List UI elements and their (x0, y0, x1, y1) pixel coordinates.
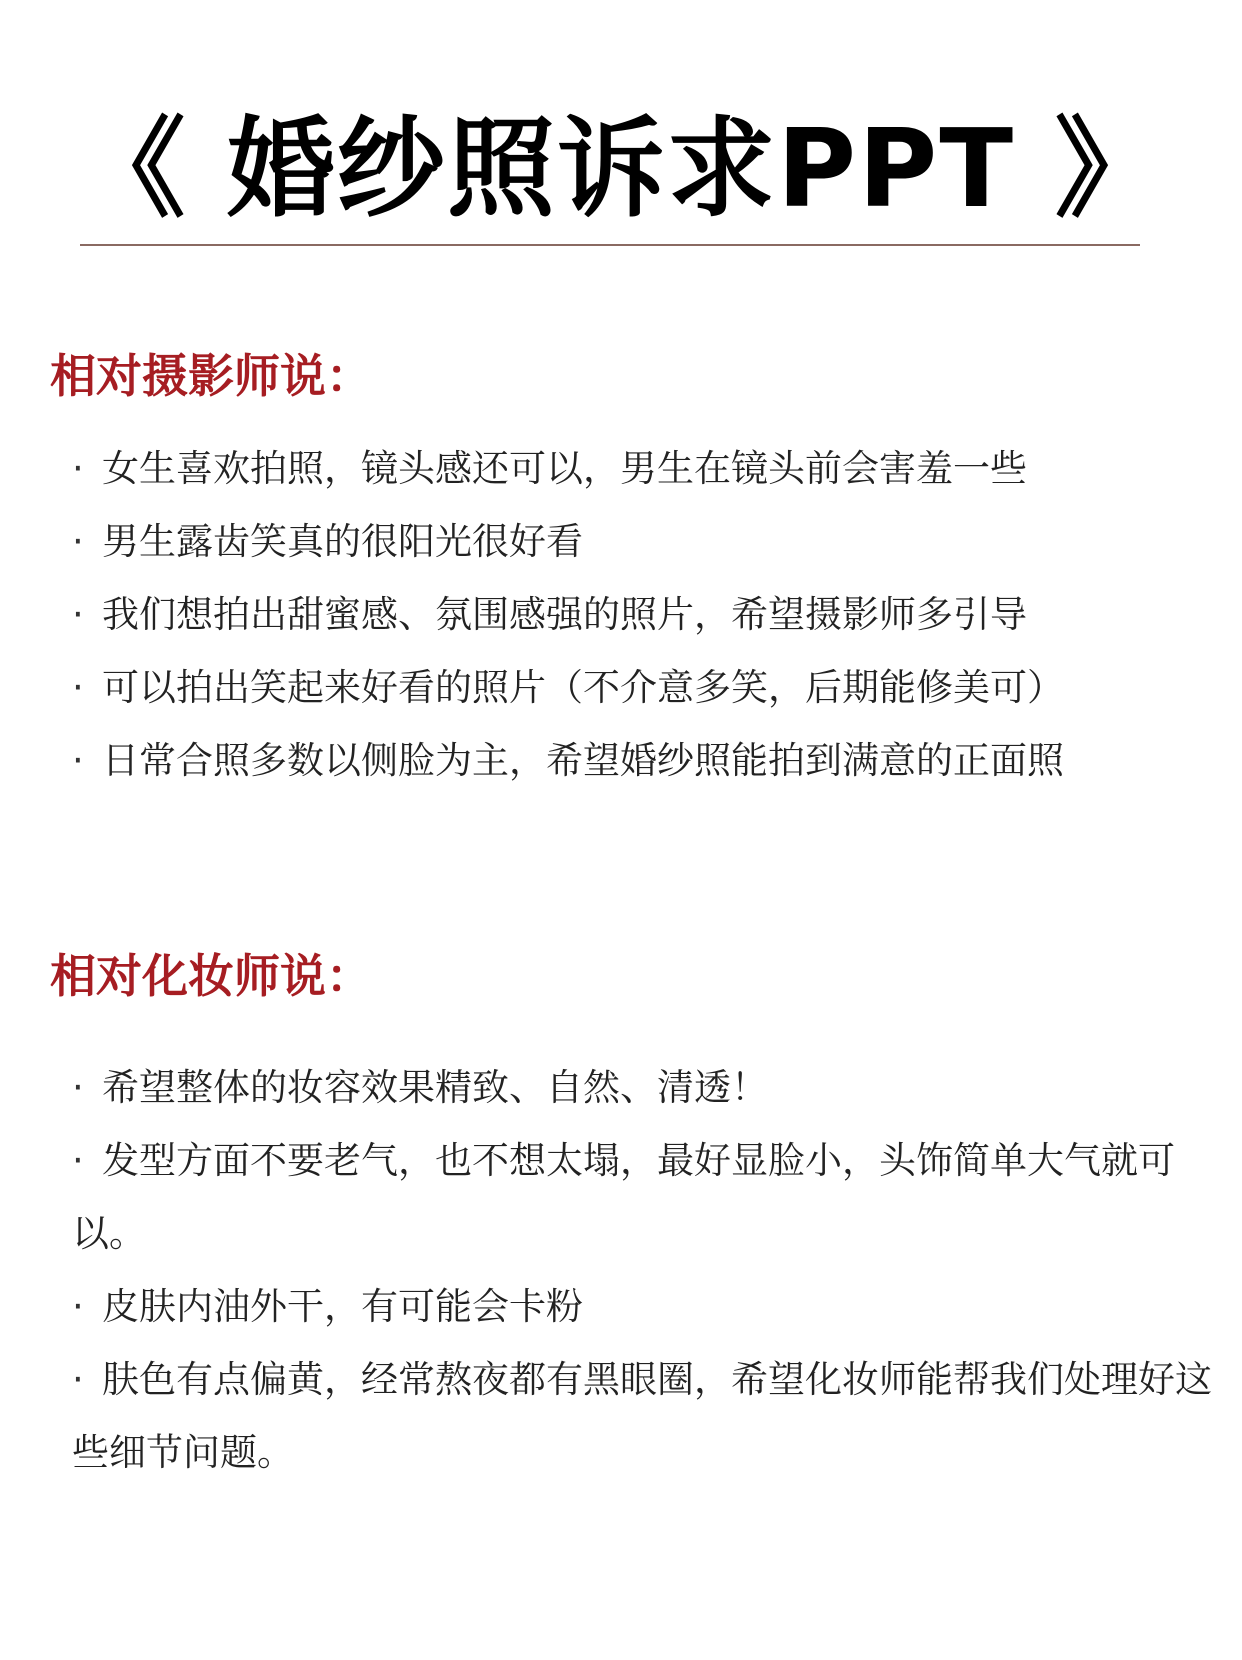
list-item: · 可以拍出笑起来好看的照片（不介意多笑，后期能修美可） (72, 651, 1212, 724)
bullet-dot: · (72, 666, 84, 709)
list-item: · 希望整体的妆容效果精致、自然、清透！ (72, 1051, 1212, 1124)
page-title: 《 婚纱照诉求PPT 》 (77, 107, 1165, 232)
section-heading-makeup-artist: 相对化妆师说： (50, 949, 372, 1003)
bullet-dot: · (72, 1066, 84, 1109)
bullet-dot: · (72, 1139, 84, 1182)
bullet-dot: · (72, 520, 84, 563)
list-item: · 发型方面不要老气，也不想太塌，最好显脸小，头饰简单大气就可以。 (72, 1124, 1212, 1270)
list-item: · 男生露齿笑真的很阳光很好看 (72, 505, 1212, 578)
photographer-requests-list (72, 432, 1212, 797)
bullet-dot: · (72, 1358, 84, 1401)
list-item: · 肤色有点偏黄，经常熬夜都有黑眼圈，希望化妆师能帮我们处理好这些细节问题。 (72, 1343, 1212, 1489)
bullet-dot: · (72, 1285, 84, 1328)
makeup-requests-list (72, 1051, 1212, 1489)
section-heading-photographer: 相对摄影师说： (50, 349, 372, 403)
list-item: · 皮肤内油外干，有可能会卡粉 (72, 1270, 1212, 1343)
bullet-dot: · (72, 447, 84, 490)
list-item: · 我们想拍出甜蜜感、氛围感强的照片，希望摄影师多引导 (72, 578, 1212, 651)
list-item: · 日常合照多数以侧脸为主，希望婚纱照能拍到满意的正面照 (72, 724, 1212, 797)
list-item: · 女生喜欢拍照，镜头感还可以，男生在镜头前会害羞一些 (72, 432, 1212, 505)
bullet-dot: · (72, 739, 84, 782)
title-divider (80, 244, 1140, 246)
bullet-dot: · (72, 593, 84, 636)
